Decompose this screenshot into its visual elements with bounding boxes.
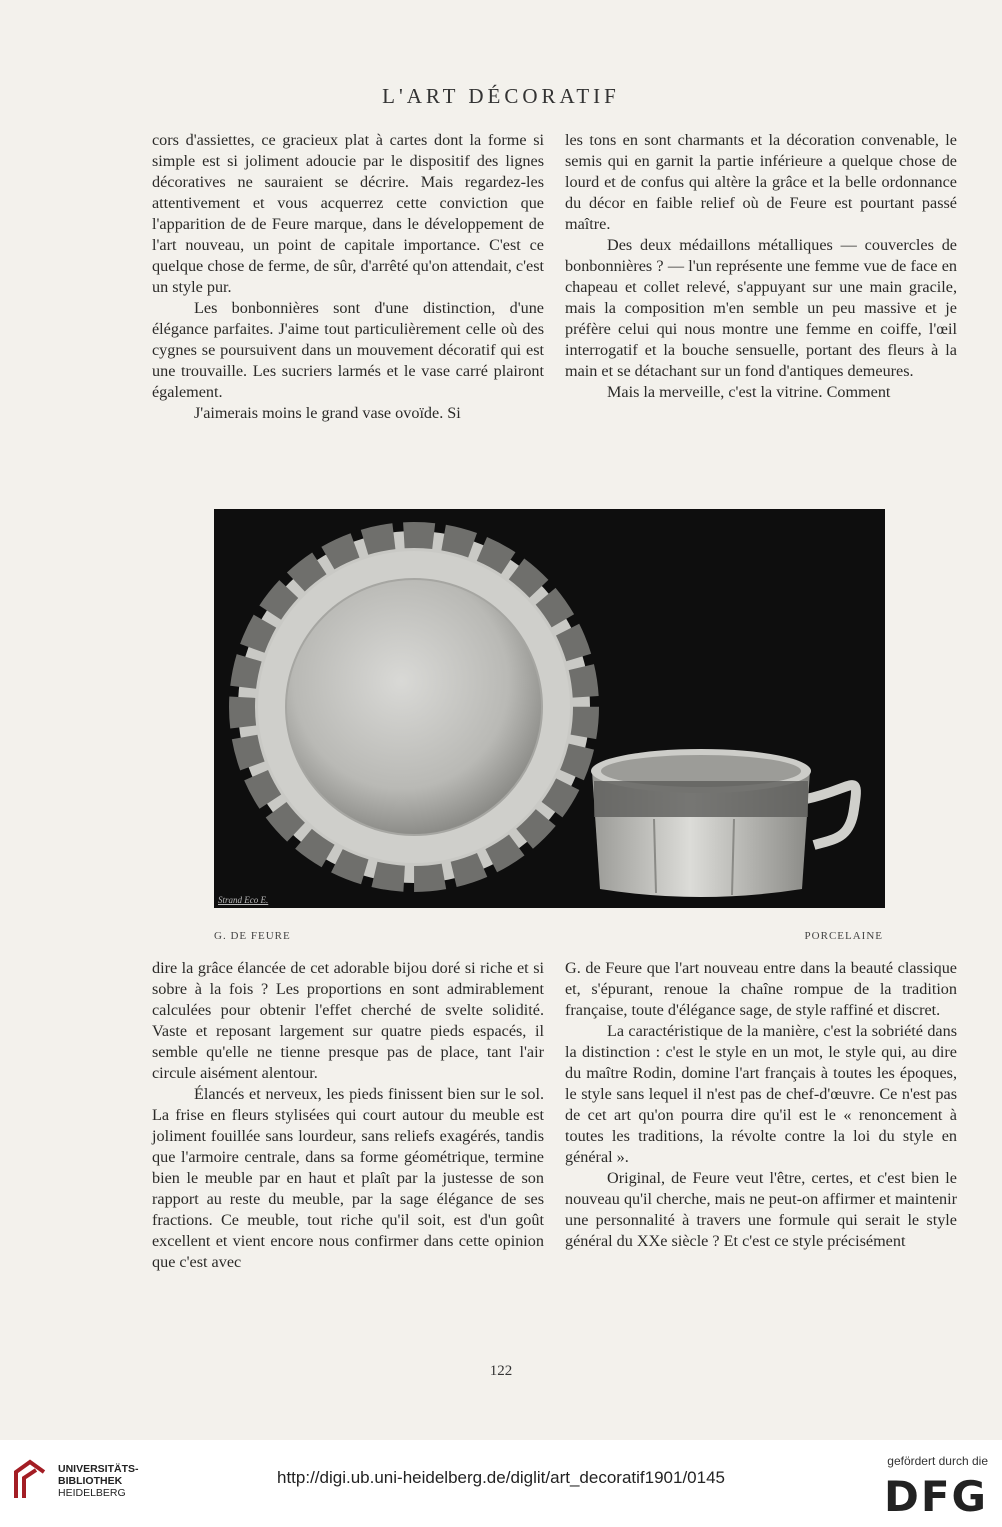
- paragraph: Original, de Feure veut l'être, certes, et c'est bien le nouveau qu'il cherche, mais ne peut-on affirmer et maintenir une personnalité à travers une formule qui serait le style général du XXe siècle ? Et c'est ce style précisément: [565, 1169, 957, 1250]
- page-number: 122: [489, 1363, 513, 1379]
- paragraph: cors d'assiettes, ce gracieux plat à cartes dont la forme si simple est si joliment adoucie par le dispositif des lignes décoratives ne sauraient se décrire. Mais regardez-les attentivement et vous acquerrez cette conviction que l'apparition de de Feure marque, dans le développement de l'art nouveau, un point de capitale importance. C'est ce quelque chose de ferme, de sûr, d'arrêté qu'on attendait, c'est un style pur.: [152, 131, 544, 296]
- paragraph: dire la grâce élancée de cet adorable bijou doré si riche et si sobre à la fois ? Les proportions en sont admirablement calculées pour obtenir l'effet cherché de svelte solidité. Vaste et reposant largement sur quatre pieds espacés, il semble qu'elle ne tienne presque pas de place, tant l'air circule aisément alentour.: [152, 959, 544, 1082]
- paragraph: Mais la merveille, c'est la vitrine. Comment: [607, 383, 891, 401]
- dfg-logo: DFG: [883, 1472, 988, 1521]
- text-column-right-bottom: [565, 958, 957, 1252]
- paragraph: J'aimerais moins le grand vase ovoïde. Si: [194, 404, 461, 422]
- text-column-left-top: [152, 130, 544, 424]
- text-column-right-top: [565, 130, 957, 403]
- funded-by-label: gefördert durch die: [887, 1454, 988, 1468]
- permalink-url[interactable]: http://digi.ub.uni-heidelberg.de/diglit/art_decoratif1901/0145: [277, 1468, 725, 1487]
- photographer-mark: Strand Eco E.: [218, 895, 269, 905]
- paragraph: les tons en sont charmants et la décoration convenable, le semis qui en garnit la partie inférieure a quelque chose de lourd et de confus qui altère la grâce et la belle ordonnance du décor en faible relief où de Feure est pourtant passé maître.: [565, 131, 957, 233]
- figure-caption-artist: G. DE FEURE: [214, 930, 291, 942]
- paragraph: Des deux médaillons métalliques — couvercles de bonbonnières ? — l'un représente une femme vue de face en chapeau et collet relevé, s'appuyant sur une main gracile, mais la composition m'en semble un peu massive et je préfère celui qui nous montre une femme en coiffe, l'œil interrogatif et la bouche sensuelle, portant des fleurs à la main et se détachant sur un fond d'antiques demeures.: [565, 236, 957, 380]
- paragraph: Les bonbonnières sont d'une distinction, d'une élégance parfaites. J'aime tout particulièrement celle où des cygnes se poursuivent dans un mouvement décoratif qui est une trouvaille. Les sucriers larmés et le vase carré plairont également.: [152, 299, 544, 401]
- plate-and-cup-illustration: [214, 509, 885, 908]
- digitization-footer: [0, 1440, 1002, 1527]
- library-name-line: UNIVERSITÄTS-: [58, 1463, 139, 1475]
- text-column-left-bottom: [152, 958, 544, 1273]
- paragraph: Élancés et nerveux, les pieds finissent bien sur le sol. La frise en fleurs stylisées qui court autour du meuble est joliment fouillée sans lourdeur, sans reliefs exagérés, tandis que l'armoire centrale, dans sa forme géométrique, termine bien le meuble par en haut et plaît par la justesse de son rapport au reste du meuble, par la sage élégance de ses fractions. Ce meuble, tout riche qu'il soit, est d'un goût excellent et vient encore nous confirmer dans cette opinion que c'est avec: [152, 1085, 544, 1271]
- paragraph: G. de Feure que l'art nouveau entre dans la beauté classique et, s'épurant, renoue la chaîne rompue de la tradition française, toute d'élégance sage, de style raffiné et discret.: [565, 959, 957, 1019]
- porcelain-photograph: [214, 509, 885, 908]
- library-name-line: HEIDELBERG: [58, 1487, 126, 1499]
- library-name-line: BIBLIOTHEK: [58, 1475, 123, 1487]
- running-title: L'ART DÉCORATIF: [382, 84, 620, 108]
- figure-caption-material: PORCELAINE: [804, 930, 883, 942]
- paragraph: La caractéristique de la manière, c'est la sobriété dans la distinction : c'est le style en un mot, le style qui, au dire du maître Rodin, domine l'art français à toutes les époques, le style sans lequel il n'est pas de chef-d'œuvre. Ce n'est pas de cet art qu'on pourra dire qu'il est le « renoncement à toutes les traditions, la révolte contre la loi du style en général ».: [565, 1022, 957, 1166]
